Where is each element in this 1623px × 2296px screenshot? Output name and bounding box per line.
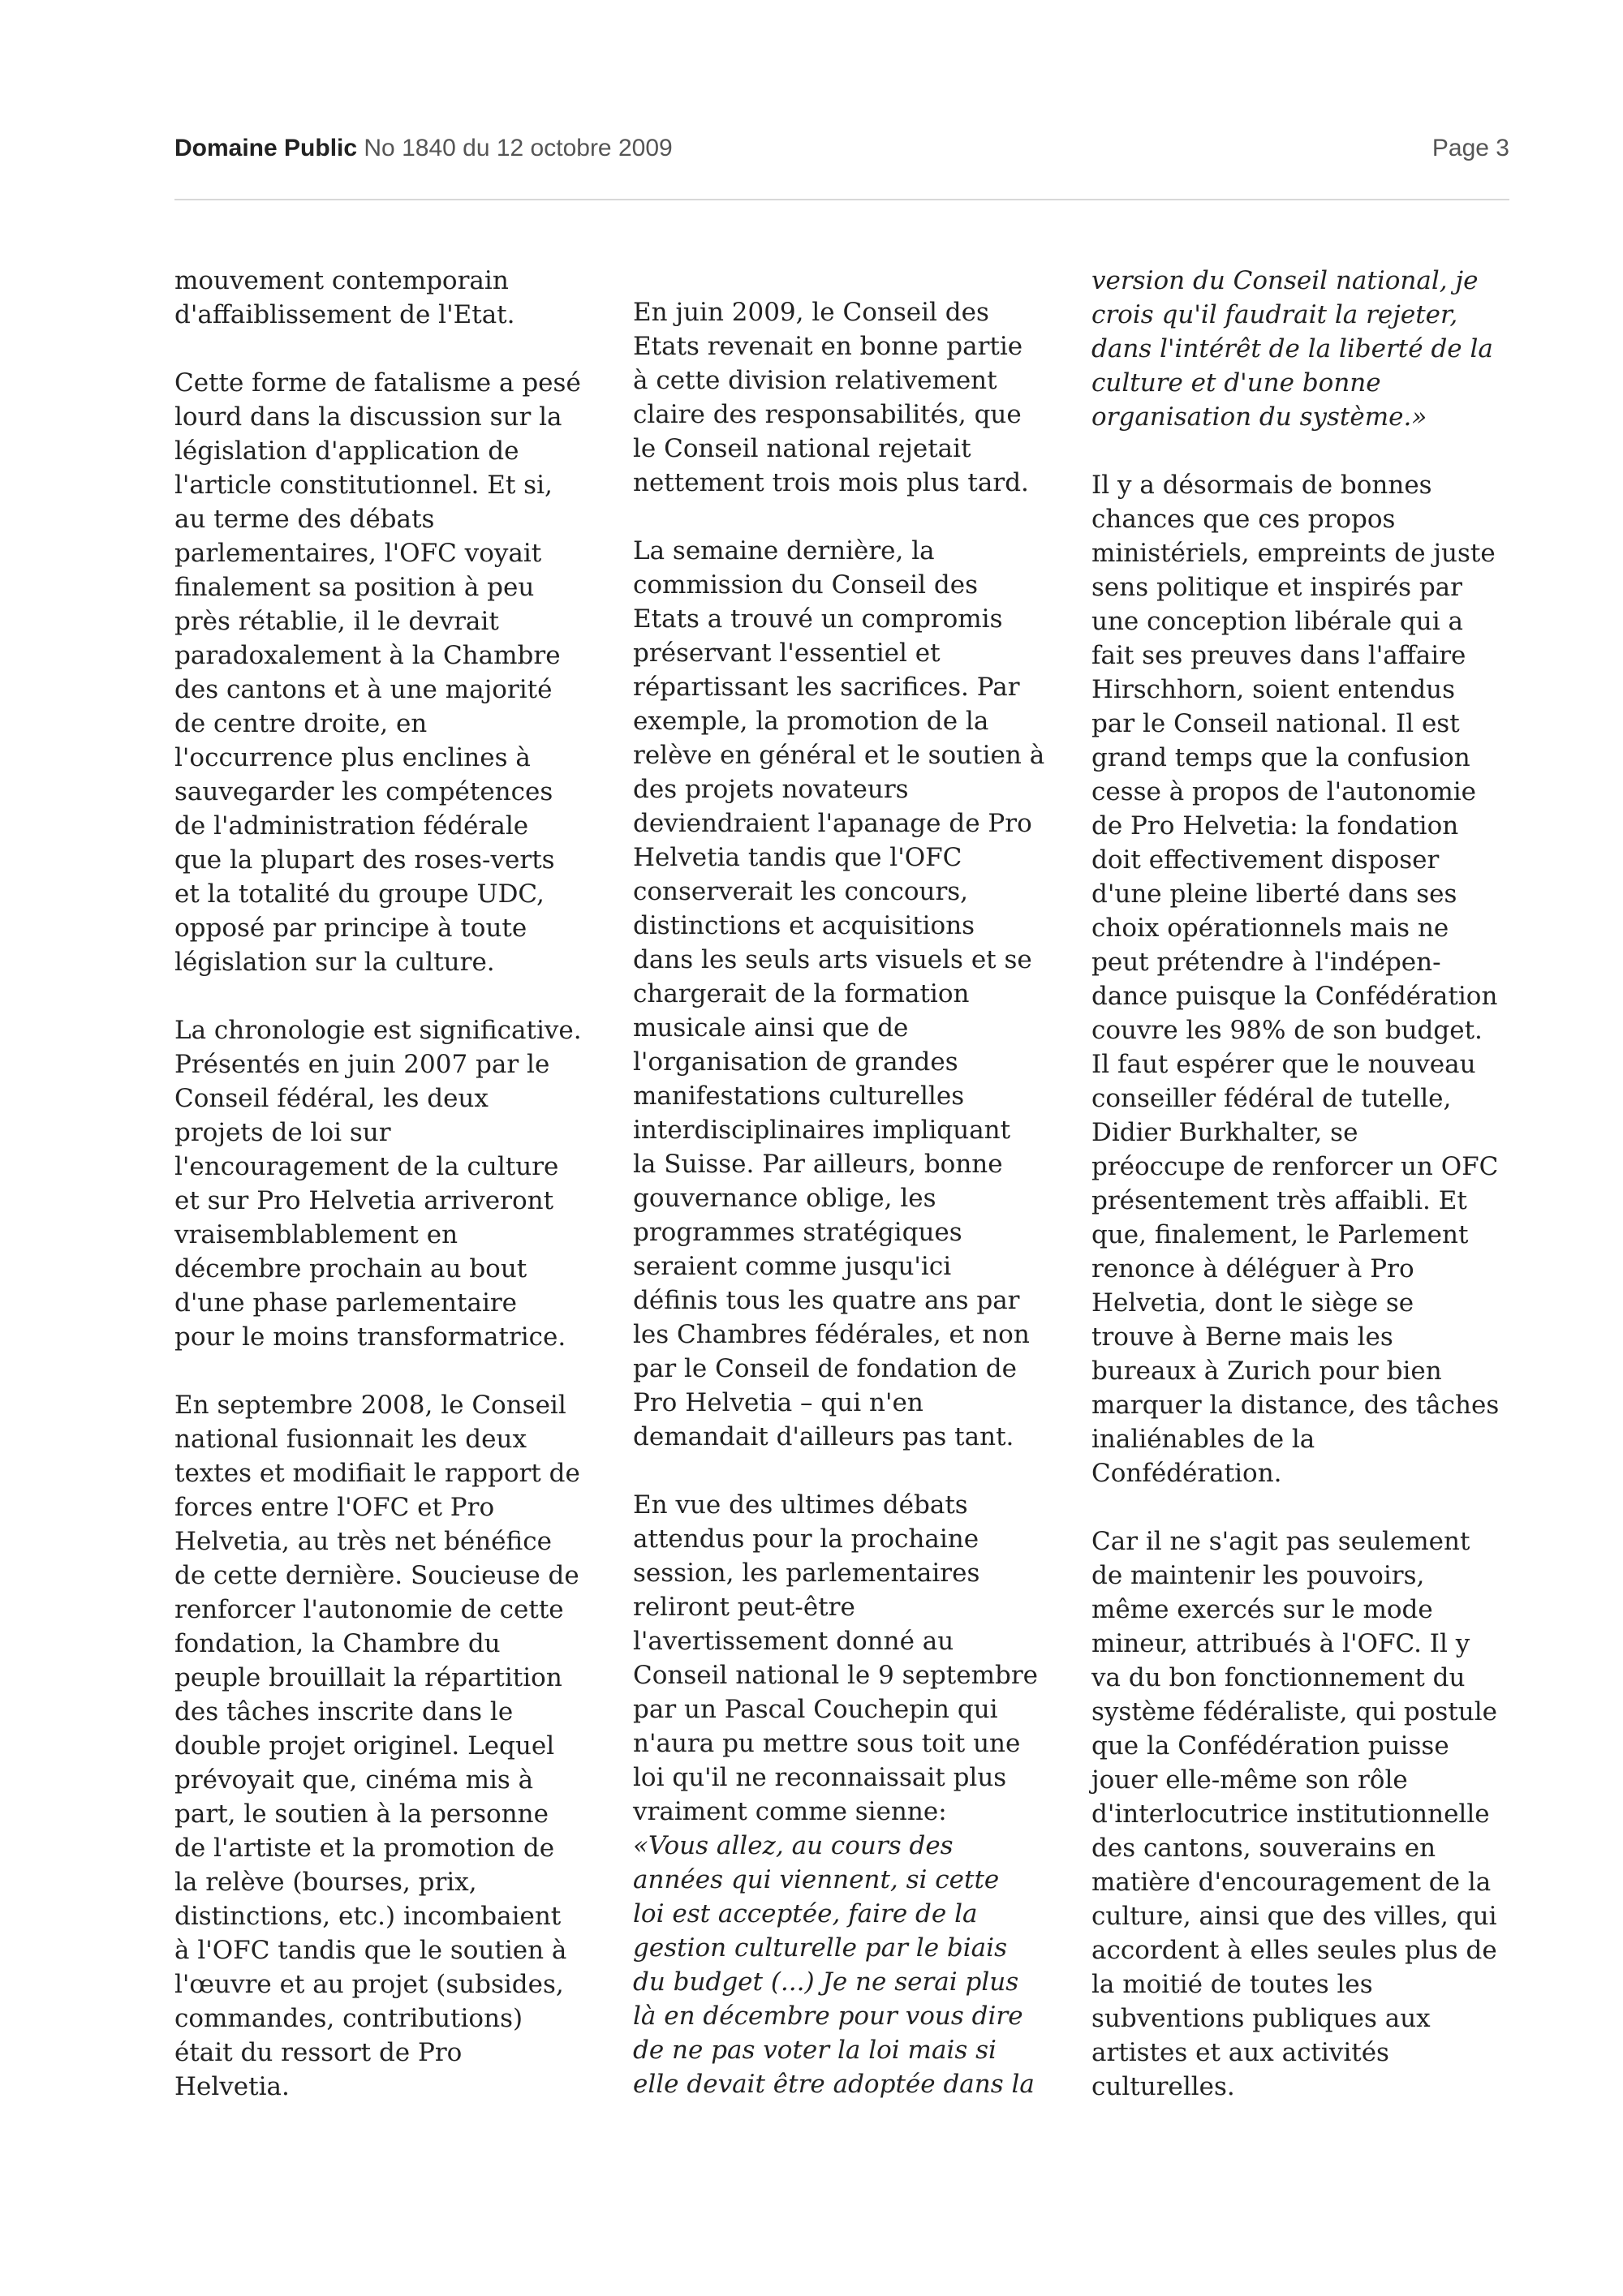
issue-info: No 1840 du 12 octobre 2009	[364, 135, 673, 161]
paragraph: La semaine dernière, la commission du Conseil des Etats a trouvé un compromis préservant l'essentiel et répartissant les sacrifices. Par exemple, la promotion de la relève en général et le soutien à des projets novateurs deviendraient l'apanage de Pro Helvetia tandis que l'OFC conserverait les concours, distinctions et acquisitions dans les seuls arts visuels et se chargerait de la formation musicale ainsi que de l'organisation de grandes manifestations culturelles interdisciplinaires impliquant la Suisse. Par ailleurs, bonne gouvernance oblige, les programmes stratégiques seraient comme jusqu'ici définis tous les quatre ans par les Chambres fédérales, et non par le Conseil de fondation de Pro Helvetia – qui n'en demandait d'ailleurs pas tant.	[633, 536, 1045, 1451]
page-header	[174, 135, 1509, 170]
text-column-3	[1091, 264, 1522, 2138]
page-number: Page 3	[1431, 135, 1509, 161]
paragraph: mouvement contemporain d'affaiblissement de l'Etat.	[174, 266, 515, 329]
paragraph: Car il ne s'agit pas seulement de maintenir les pouvoirs, même exercés sur le mode mineur, attribués à l'OFC. Il y va du bon fonctionnement du système fédéraliste, qui postule que la Confédération puisse jouer elle-même son rôle d'interlocutrice institutionnelle des cantons, souverains en matière d'encouragement de la culture, ainsi que des villes, qui accordent à elles seules plus de la moitié de toutes les subventions publiques aux artistes et aux activités culturelles.	[1091, 1527, 1497, 2101]
text-column-2	[633, 295, 1063, 2135]
paragraph: Cette forme de fatalisme a pesé lourd dans la discussion sur la législation d'application de l'article constitutionnel. Et si, au terme des débats parlementaires, l'OFC voyait finalement sa position à peu près rétablie, il le devrait paradoxalement à la Chambre des cantons et à une majorité de centre droite, en l'occurrence plus enclines à sauvegarder les compétences de l'administration fédérale que la plupart des roses-verts et la totalité du groupe UDC, opposé par principe à toute législation sur la culture.	[174, 368, 581, 977]
paragraph: En juin 2009, le Conseil des Etats revenait en bonne partie à cette division relativement claire des responsabilités, que le Conseil national rejetait nettement trois mois plus tard.	[633, 298, 1029, 497]
header-divider	[174, 199, 1509, 200]
paragraph: En septembre 2008, le Conseil national fusionnait les deux textes et modifiait le rapport de forces entre l'OFC et Pro Helvetia, au très net bénéfice de cette dernière. Soucieuse de renforcer l'autonomie de cette fondation, la Chambre du peuple brouillait la répartition des tâches inscrite dans le double projet originel. Lequel prévoyait que, cinéma mis à part, le soutien à la personne de l'artiste et la promotion de la relève (bourses, prix, distinctions, etc.) incombaient à l'OFC tandis que le soutien à l'œuvre et au projet (subsides, commandes, contributions) était du ressort de Pro Helvetia.	[174, 1391, 580, 2101]
publication-name: Domaine Public	[174, 135, 358, 161]
quote-text: version du Conseil national, je crois qu'il faudrait la rejeter, dans l'intérêt de la liberté de la culture et d'une bonne organisation du système.»	[1091, 266, 1493, 432]
paragraph: La chronologie est significative. Présentés en juin 2007 par le Conseil fédéral, les deux projets de loi sur l'encouragement de la culture et sur Pro Helvetia arriveront vraisemblablement en décembre prochain au bout d'une phase parlementaire pour le moins transformatrice.	[174, 1016, 582, 1352]
quote-text: «Vous allez, au cours des années qui viennent, si cette loi est acceptée, faire de la gestion culturelle par le biais du budget (...) Je ne serai plus là en décembre pour vous dire de ne pas voter la loi mais si elle devait être adoptée dans la	[633, 1831, 1035, 2099]
paragraph: Il y a désormais de bonnes chances que ces propos ministériels, empreints de juste sens politique et inspirés par une conception libérale qui a fait ses preuves dans l'affaire Hirschhorn, soient entendus par le Conseil national. Il est grand temps que la confusion cesse à propos de l'autonomie de Pro Helvetia: la fondation doit effectivement disposer d'une pleine liberté dans ses choix opérationnels mais ne peut prétendre à l'indépen- dance puisque la Confédération couvre les 98% de son budget. Il faut espérer que le nouveau conseiller fédéral de tutelle, Didier Burkhalter, se préoccupe de renforcer un OFC présentement très affaibli. Et que, finalement, le Parlement renonce à déléguer à Pro Helvetia, dont le siège se trouve à Berne mais les bureaux à Zurich pour bien marquer la distance, des tâches inaliénables de la Confédération.	[1091, 471, 1500, 1488]
paragraph: En vue des ultimes débats attendus pour la prochaine session, les parlementaires reliront peut-être l'avertissement donné au Conseil national le 9 septembre par un Pascal Couchepin qui n'aura pu mettre sous toit une loi qu'il ne reconnaissait plus vraiment comme sienne:	[633, 1490, 1038, 1826]
text-column-1	[174, 264, 605, 2138]
